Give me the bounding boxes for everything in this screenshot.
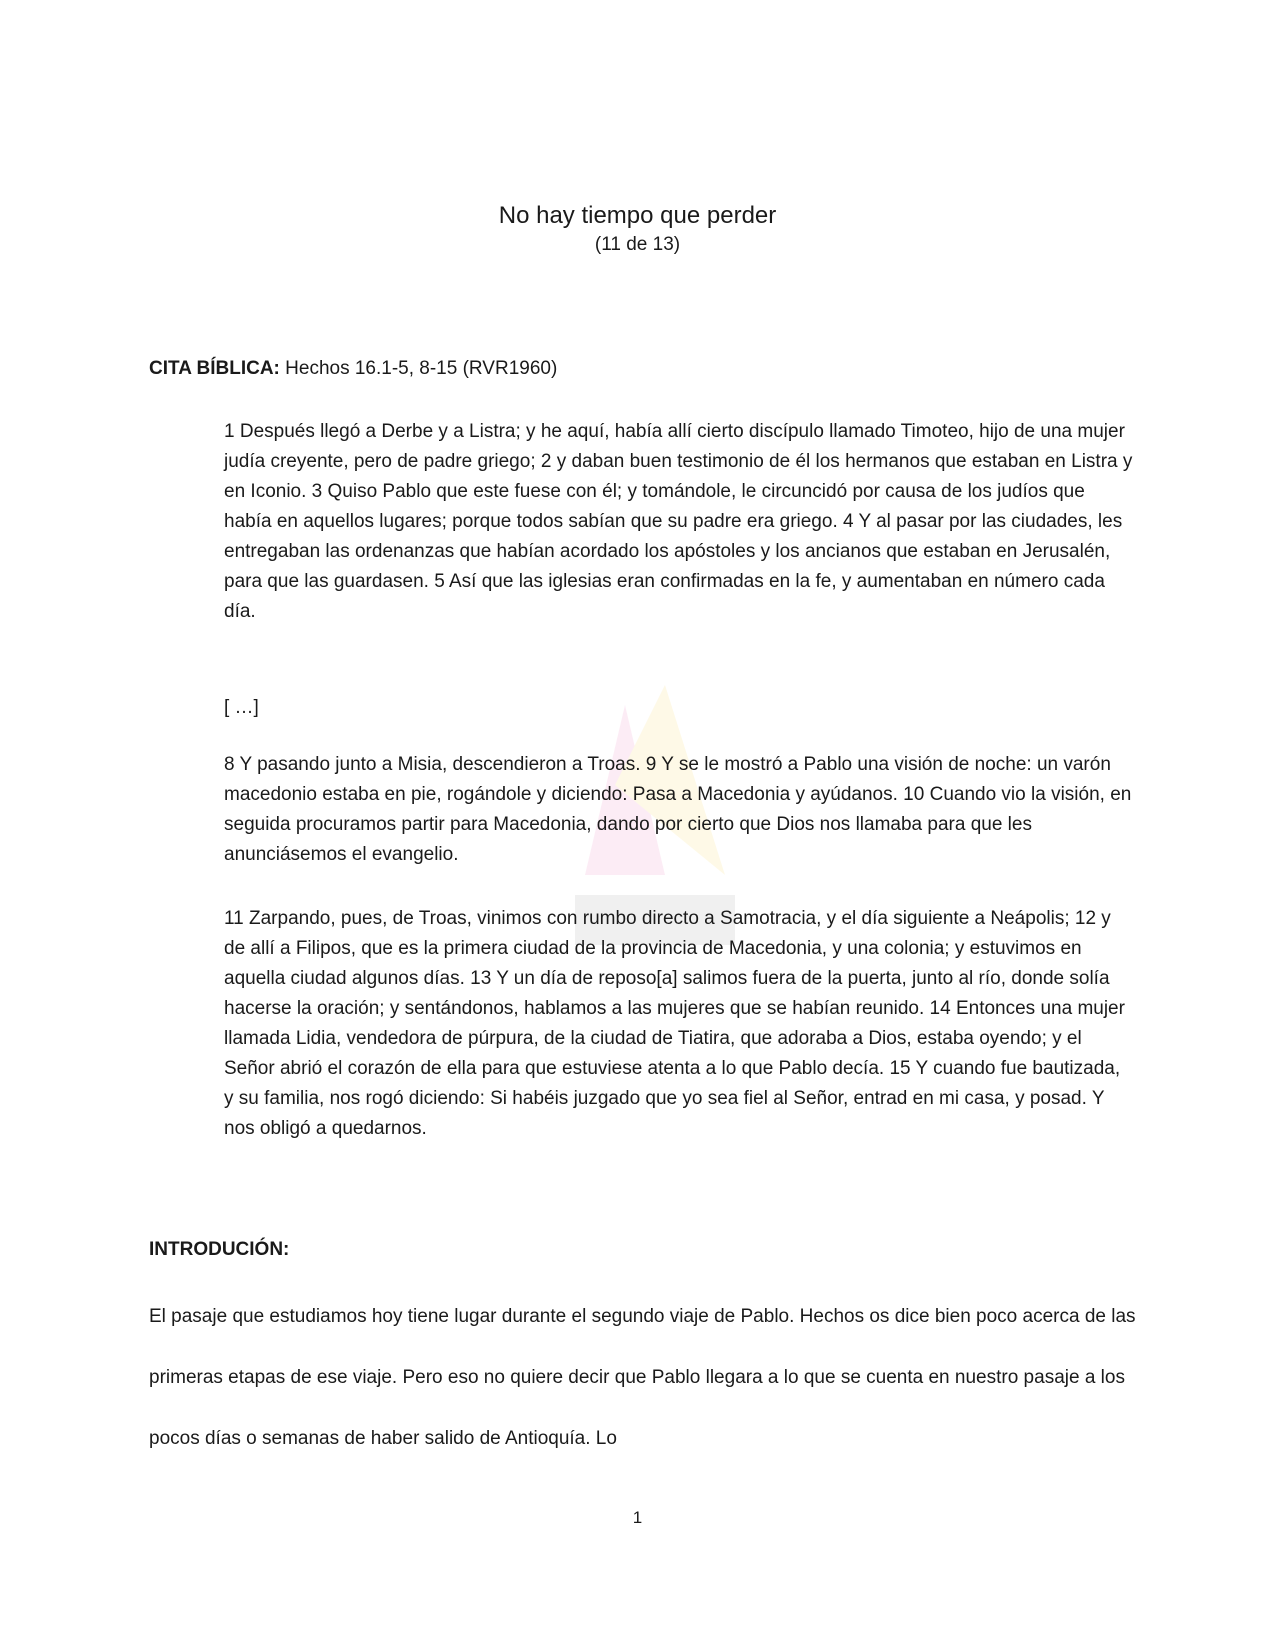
scripture-paragraph [224,904,1134,1144]
introduction-text: El pasaje que estudiamos hoy tiene lugar durante el segundo viaje de Pablo. Hechos os dice bien poco acerca de las primeras etapas de ese viaje. Pero eso no quiere decir que Pablo llegara a lo que se cuenta en nuestro pasaje a los pocos días o semanas de haber salido de Antioquía. Lo [149,1306,1136,1449]
scripture-ellipsis [224,693,1134,723]
scripture-text: 11 Zarpando, pues, de Troas, vinimos con rumbo directo a Samotracia, y el día siguiente a Neápolis; 12 y de allí a Filipos, que es la primera ciudad de la provincia de Macedonia, y una colonia; y estuvimos en aquella ciudad algunos días. 13 Y un día de reposo[a] salimos fuera de la puerta, junto al río, donde solía hacerse la oración; y sentándonos, hablamos a las mujeres que se habían reunido. 14 Entonces una mujer llamada Lidia, vendedora de púrpura, de la ciudad de Tiatira, que adoraba a Dios, estaba oyendo; y el Señor abrió el corazón de ella para que estuviese atenta a lo que Pablo decía. 15 Y cuando fue bautizada, y su familia, nos rogó diciendo: Si habéis juzgado que yo sea fiel al Señor, entrad en mi casa, y posad. Y nos obligó a quedarnos. [224,908,1125,1139]
citation-label: CITA BÍBLICA: [149,358,280,379]
scripture-paragraph [224,417,1134,627]
introduction-heading: INTRODUCIÓN: [149,1239,290,1260]
page-number: 1 [632,1508,643,1527]
scripture-text: 8 Y pasando junto a Misia, descendieron a Troas. 9 Y se le mostró a Pablo una visión de noche: un varón macedonio estaba en pie, rogándole y diciendo: Pasa a Macedonia y ayúdanos. 10 Cuando vio la visión, en seguida procuramos partir para Macedonia, dando por cierto que Dios nos llamaba para que les anunciásemos el evangelio. [224,754,1132,865]
bible-citation [149,357,557,381]
scripture-text: 1 Después llegó a Derbe y a Listra; y he aquí, había allí cierto discípulo llamado Timoteo, hijo de una mujer judía creyente, pero de padre griego; 2 y daban buen testimonio de él los hermanos que estaban en Listra y en Iconio. 3 Quiso Pablo que este fuese con él; y tomándole, le circuncidó por causa de los judíos que había en aquellos lugares; porque todos sabían que su padre era griego. 4 Y al pasar por las ciudades, les entregaban las ordenanzas que habían acordado los apóstoles y los ancianos que estaban en Jerusalén, para que las guardasen. 5 Así que las iglesias eran confirmadas en la fe, y aumentaban en número cada día. [224,421,1133,622]
citation-reference: Hechos 16.1-5, 8-15 (RVR1960) [279,358,558,379]
document-subtitle: (11 de 13) [594,234,681,255]
scripture-text: [ …] [224,697,259,718]
document-title: No hay tiempo que perder [498,202,777,229]
scripture-paragraph [224,750,1134,870]
